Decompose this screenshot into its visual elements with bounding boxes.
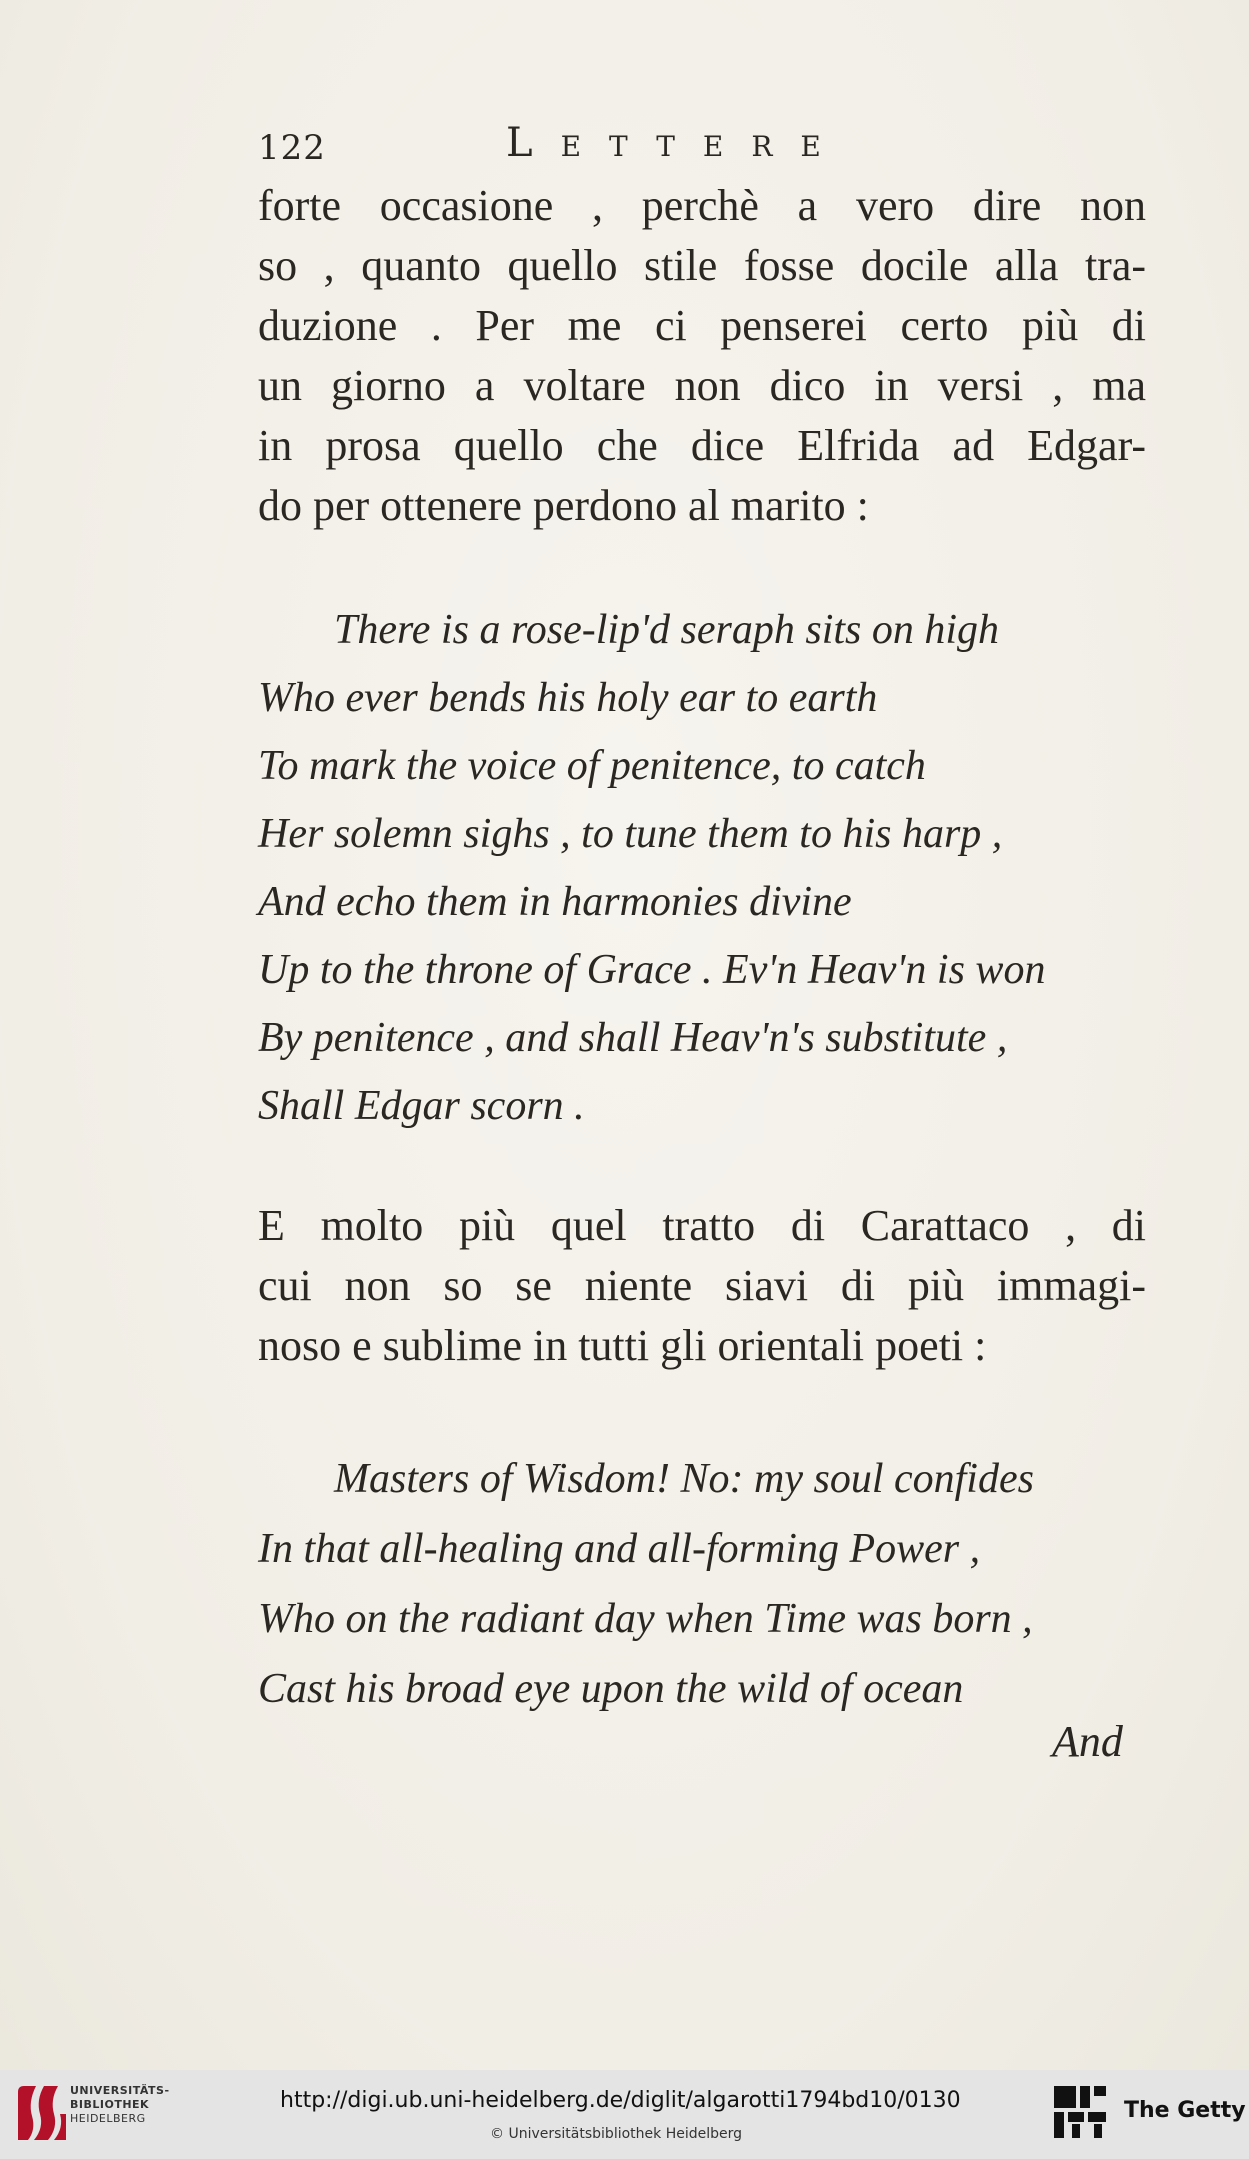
- verse-quotation-1: [258, 596, 1158, 1140]
- verse-line: Who on the radiant day when Time was born ,: [258, 1596, 1033, 1642]
- copyright-notice: © Universitätsbibliothek Heidelberg: [490, 2126, 743, 2142]
- library-name: [70, 2084, 170, 2126]
- verse-line: Who ever bends his holy ear to earth: [258, 675, 878, 721]
- getty-logo-icon: [1050, 2082, 1110, 2142]
- text-line: cui non so se niente siavi di più immagi-: [258, 1261, 1146, 1310]
- verse-line: Her solemn sighs , to tune them to his harp ,: [258, 811, 1003, 857]
- verse-line: There is a rose-lip'd seraph sits on high: [334, 607, 1000, 653]
- text-line: do per ottenere perdono al marito :: [258, 481, 869, 530]
- permalink-url[interactable]: http://digi.ub.uni-heidelberg.de/diglit/algarotti1794bd10/0130: [280, 2088, 961, 2113]
- prose-paragraph-1: [258, 176, 1146, 536]
- text-line: duzione . Per me ci penserei certo più di: [258, 301, 1146, 350]
- library-name-line: UNIVERSITÄTS-: [70, 2084, 170, 2097]
- verse-line: To mark the voice of penitence, to catch: [258, 743, 926, 789]
- uni-seal-icon: [18, 2086, 66, 2140]
- text-line: noso e sublime in tutti gli orientali poeti :: [258, 1321, 987, 1370]
- text-line: in prosa quello che dice Elfrida ad Edgar-: [258, 421, 1146, 470]
- verse-line: Up to the throne of Grace . Ev'n Heav'n is won: [258, 947, 1046, 993]
- verse-line: By penitence , and shall Heav'n's substitute ,: [258, 1015, 1008, 1061]
- verse-line: Masters of Wisdom! No: my soul confides: [334, 1456, 1034, 1502]
- text-line: E molto più quel tratto di Carattaco , di: [258, 1201, 1146, 1250]
- sponsor-name: The Getty: [1124, 2098, 1246, 2123]
- catchword: And: [1052, 1717, 1123, 1766]
- page-number: 122: [258, 128, 326, 168]
- verse-line: Cast his broad eye upon the wild of ocean: [258, 1666, 964, 1712]
- library-name-line: HEIDELBERG: [70, 2112, 146, 2125]
- prose-paragraph-2: [258, 1196, 1146, 1376]
- text-line: so , quanto quello stile fosse docile alla tra-: [258, 241, 1146, 290]
- verse-line: In that all-healing and all-forming Power ,: [258, 1526, 981, 1572]
- viewer-footer: [0, 2070, 1249, 2159]
- verse-line: Shall Edgar scorn .: [258, 1083, 585, 1129]
- verse-line: And echo them in harmonies divine: [258, 879, 852, 925]
- text-line: forte occasione , perchè a vero dire non: [258, 181, 1146, 230]
- library-name-line: BIBLIOTHEK: [70, 2098, 150, 2111]
- page-header: [258, 120, 1138, 170]
- text-line: un giorno a voltare non dico in versi , ma: [258, 361, 1146, 410]
- running-title: Lettere: [506, 120, 849, 166]
- verse-quotation-2: [258, 1444, 1158, 1724]
